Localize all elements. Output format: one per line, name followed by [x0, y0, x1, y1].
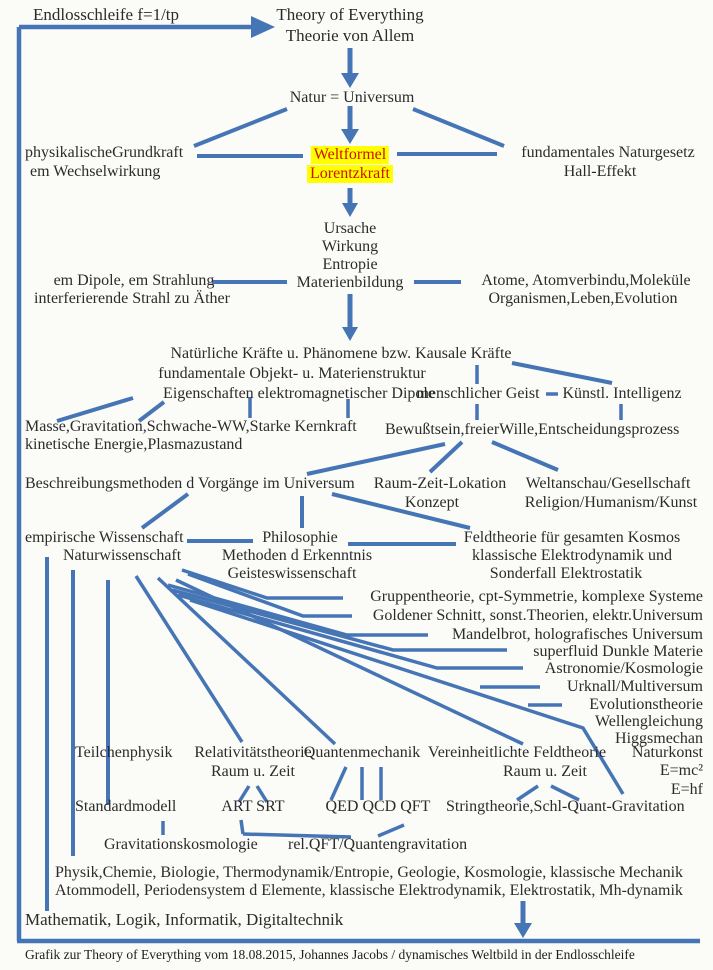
- label-kuenstl-intelligenz: Künstl. Intelligenz: [562, 385, 682, 402]
- label-hall-effekt: Hall-Effekt: [563, 163, 637, 180]
- arrowhead-ursache: [342, 203, 358, 217]
- label-vereinheitlichte-feldtheorie: Vereinheitlichte Feldtheorie: [427, 744, 607, 761]
- line-universum-empirisch: [142, 494, 188, 528]
- label-grundkraft: physikalischeGrundkraft: [25, 144, 184, 161]
- line-bewusst-weltanschau: [492, 442, 558, 470]
- label-bewusstsein: Bewußtsein,freierWille,Entscheidungsprozess: [385, 421, 680, 438]
- label-lorentzkraft: Lorentzkraft: [307, 165, 393, 183]
- loop-arrowhead-right: [251, 16, 275, 38]
- label-empirische-wissenschaft: empirische Wissenschaft: [25, 529, 184, 546]
- label-naturkonst: Naturkonst: [631, 744, 703, 761]
- label-ehf: E=hf: [670, 781, 703, 798]
- arrowhead-kausale: [342, 327, 358, 341]
- label-superfluid: superfluid Dunkle Materie: [533, 643, 703, 660]
- label-relativitaetstheorie: Relativitätstheorie: [194, 744, 312, 761]
- line-kausale-ki: [512, 363, 612, 383]
- label-teilchenphysik: Teilchenphysik: [75, 744, 173, 761]
- label-ursache: Ursache: [323, 220, 377, 237]
- label-religion: Religion/Humanism/Kunst: [524, 494, 698, 511]
- label-interferierende: interferierende Strahl zu Äther: [34, 290, 230, 307]
- arrowhead-weltformel: [341, 129, 359, 144]
- label-rel-qft: rel.QFT/Quantengravitation: [288, 836, 468, 853]
- label-mandelbrot: Mandelbrot, holografisches Universum: [451, 626, 703, 643]
- label-emc2: E=mc²: [659, 762, 703, 779]
- label-menschlicher-geist: menschlicher Geist: [416, 385, 540, 402]
- label-feldtheorie-kosmos: Feldtheorie für gesamten Kosmos: [463, 529, 681, 546]
- caption-text: Grafik zur Theory of Everything vom 18.08.2015, Johannes Jacobs / dynamisches Weltbild in der Endlosschleife: [25, 947, 635, 962]
- label-wirkung: Wirkung: [321, 238, 379, 255]
- label-evolutionstheorie: Evolutionstheorie: [589, 696, 703, 713]
- label-eigenschaften-dipole: Eigenschaften elektromagnetischer Dipole: [163, 385, 435, 402]
- line-qft-relqft: [378, 825, 404, 836]
- line-art-relqft-1: [241, 820, 243, 834]
- label-naturwissenschaft: Naturwissenschaft: [63, 547, 182, 564]
- label-gravitationskosmologie: Gravitationskosmologie: [104, 836, 258, 853]
- arrowhead-bottom: [514, 923, 532, 938]
- label-raum-zeit-rechts: Raum u. Zeit: [503, 763, 587, 780]
- label-weltanschau: Weltanschau/Gesellschaft: [525, 475, 691, 492]
- label-geisteswissenschaft: Geisteswissenschaft: [227, 565, 357, 582]
- label-atommodell-row: Atommodell, Periodensystem d Elemente, klassische Elektrodynamik, Elektrostatik, Mh-dynamik: [55, 882, 683, 899]
- label-wellengleichung: Wellengleichung: [594, 713, 703, 730]
- label-goldener-schnitt: Goldener Schnitt, sonst.Theorien, elektr.Universum: [372, 607, 703, 624]
- label-stringtheorie: Stringtheorie,Schl-Quant-Gravitation: [446, 798, 685, 815]
- label-raum-zeit-links: Raum u. Zeit: [211, 763, 295, 780]
- label-art-srt: ART SRT: [221, 798, 285, 815]
- label-astronomie: Astronomie/Kosmologie: [544, 660, 703, 677]
- arrowhead-natur: [341, 73, 359, 88]
- label-endlosschleife: Endlosschleife f=1/tp: [33, 5, 180, 24]
- label-mathematik-row: Mathematik, Logik, Informatik, Digitaltechnik: [25, 910, 344, 929]
- label-atome: Atome, Atomverbindu,Moleküle: [481, 272, 691, 289]
- label-qed-qcd-qft: QED QCD QFT: [325, 798, 431, 815]
- label-entropie: Entropie: [322, 256, 378, 273]
- label-natur-universum: Natur = Universum: [289, 89, 415, 106]
- label-philosophie: Philosophie: [262, 529, 338, 546]
- label-wechselwirkung: em Wechselwirkung: [30, 163, 161, 180]
- label-physik-row: Physik,Chemie, Biologie, Thermodynamik/Entropie, Geologie, Kosmologie, klassische Mechanik: [55, 864, 684, 881]
- label-naturgesetz: fundamentales Naturgesetz: [521, 144, 695, 161]
- line-bewusst-universum: [307, 444, 445, 474]
- label-organismen: Organismen,Leben,Evolution: [488, 290, 678, 307]
- label-title-en: Theory of Everything: [276, 5, 424, 24]
- label-quantenmechanik: Quantenmechanik: [303, 744, 421, 761]
- label-higgsmechan: Higgsmechan: [615, 730, 703, 747]
- label-standardmodell: Standardmodell: [75, 798, 177, 815]
- label-title-de: Theorie von Allem: [285, 26, 415, 45]
- label-raum-zeit-lokation: Raum-Zeit-Lokation: [373, 475, 507, 492]
- line-quanten-qed-1: [331, 767, 346, 800]
- label-materienstruktur: fundamentale Objekt- u. Materienstruktur: [158, 365, 426, 382]
- label-klassische-elektrodynamik: klassische Elektrodynamik und: [472, 547, 672, 564]
- label-kausale-kraefte: Natürliche Kräfte u. Phänomene bzw. Kausale Kräfte: [170, 345, 512, 362]
- label-weltformel: Weltformel: [311, 146, 389, 164]
- label-sonderfall-elektrostatik: Sonderfall Elektrostatik: [489, 565, 643, 582]
- line-fan-quantenmechanik: [158, 578, 335, 744]
- label-gruppentheorie: Gruppentheorie, cpt-Symmetrie, komplexe Systeme: [370, 588, 703, 605]
- label-masse-gravitation: Masse,Gravitation,Schwache-WW,Starke Kernkraft: [25, 418, 357, 435]
- line-natur-grundkraft: [194, 109, 287, 146]
- label-konzept: Konzept: [404, 494, 460, 511]
- label-materienbildung: Materienbildung: [296, 274, 404, 291]
- label-dipole: em Dipole, em Strahlung: [53, 272, 215, 289]
- label-urknall: Urknall/Multiversum: [567, 678, 703, 695]
- label-beschreibungsmethoden: Beschreibungsmethoden d Vorgänge im Universum: [25, 475, 355, 492]
- line-natur-naturgesetz: [413, 109, 504, 146]
- label-kinetische-energie: kinetische Energie,Plasmazustand: [25, 436, 243, 453]
- label-methoden-erkenntnis: Methoden d Erkenntnis: [221, 547, 373, 564]
